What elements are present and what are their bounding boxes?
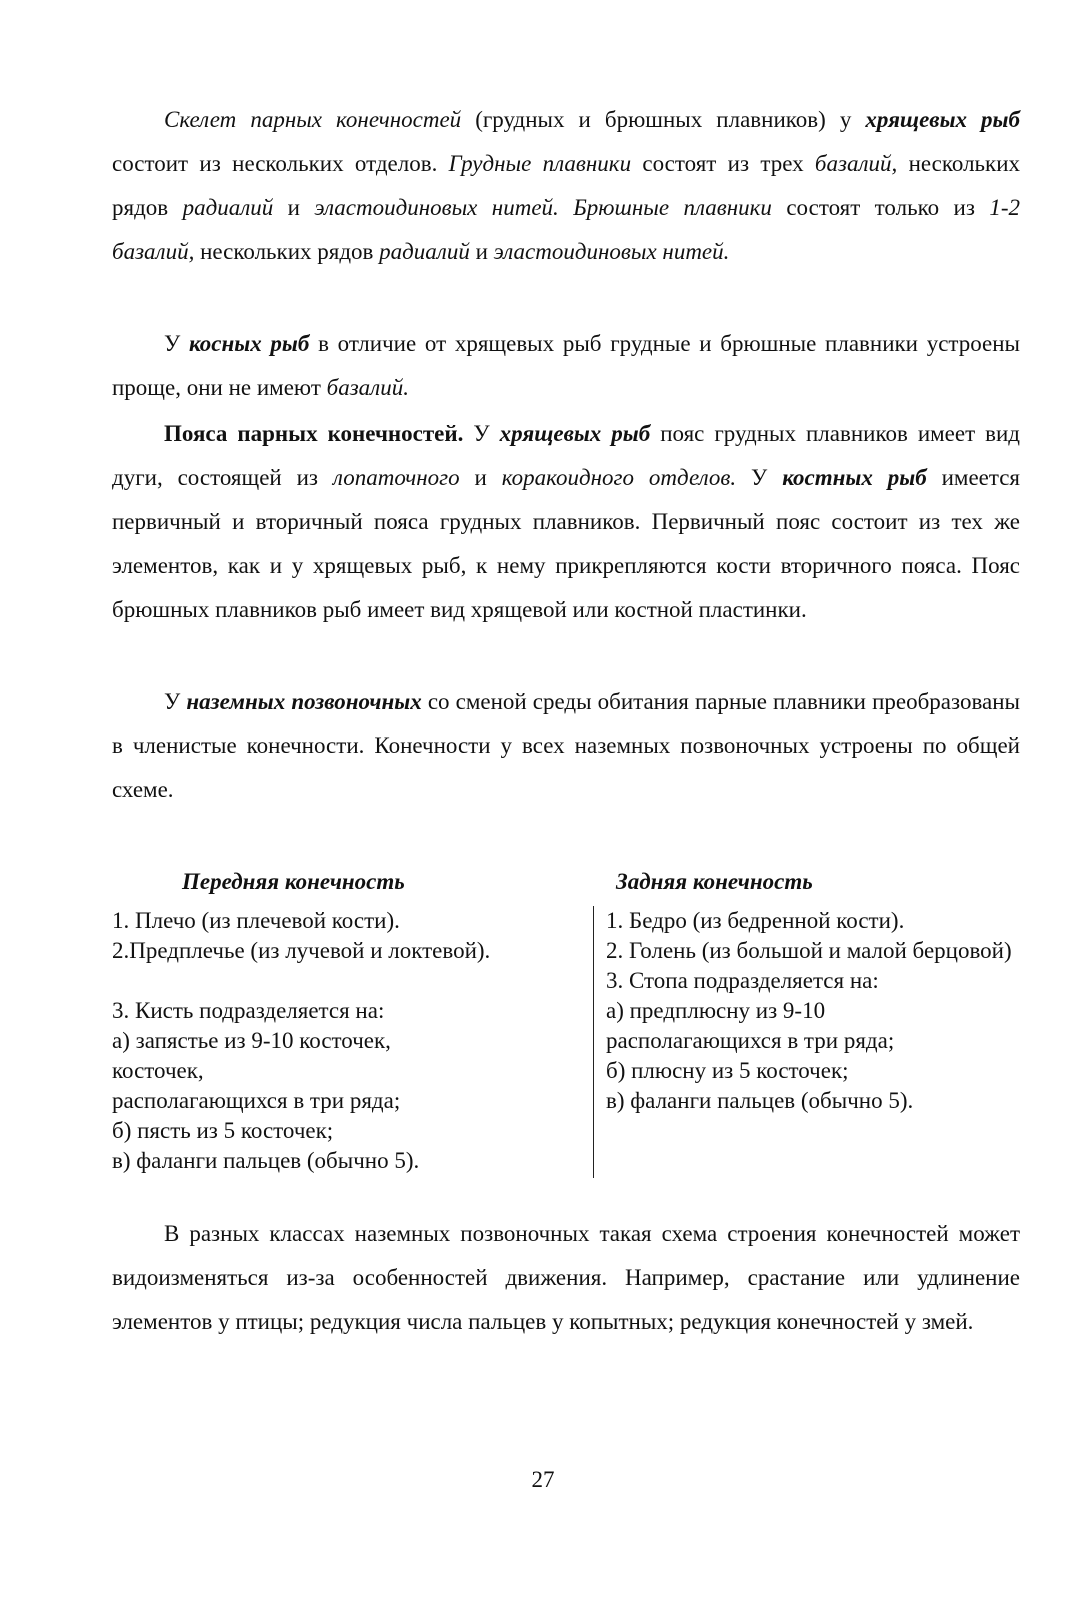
text-span: У [164,331,189,356]
list-item: располагающихся в три ряда; [606,1028,895,1053]
spacer [112,966,582,996]
text-span [559,195,573,220]
list-item: в) фаланги пальцев (обычно 5). [606,1088,914,1113]
front-limb-heading: Передняя конечность [182,869,405,894]
term-elastoidin-threads: эластоидиновых нитей. [314,195,559,220]
term-pectoral-fins: Грудные плавники [448,151,632,176]
column-divider [593,906,594,1178]
list-item: 1. Бедро (из бедренной кости). [606,908,905,933]
text-span: и [273,195,315,220]
text-span: У [463,421,500,446]
term-cartilaginous-fish: хрящевых рыб [865,107,1020,132]
term-scapular: лопаточного [332,465,460,490]
term-basalia-3: базалий. [326,375,409,400]
text-span: и [459,465,502,490]
term-terrestrial-vertebrates: наземных позвоночных [186,689,422,714]
hind-limb-column [606,906,1016,1116]
list-item: а) запястье из 9-10 косточек, [112,1028,391,1053]
list-item: а) предплюсну из 9-10 [606,998,826,1023]
text-span: имеется первичный и вторичный пояса грудных плавников. Первичный пояс состоит из тех же элементов, как и у хрящевых рыб, к нему прикрепляются кости вторичного пояса. Пояс брюшных плавников рыб имеет вид хрящевой или костной пластинки. [112,465,1020,622]
list-item: б) пясть из 5 косточек; [112,1118,334,1143]
text-span: состоят только из [771,195,990,220]
term-radialia-2: радиалий [379,239,470,264]
paragraph-limb-girdles [112,412,1020,632]
list-item: 3. Стопа подразделяется на: [606,968,879,993]
hind-limb-heading: Задняя конечность [616,869,813,894]
paragraph-terrestrial-vertebrates [112,680,1020,812]
term-paired-limbs-skeleton: Скелет парных конечностей [164,107,462,132]
term-cartilaginous-fish-2: хрящевых рыб [499,421,651,446]
paragraph-bony-fish-fins [112,322,1020,410]
front-limb-column [112,906,582,1176]
heading-limb-girdles: Пояса парных конечностей. [164,421,464,446]
list-item: б) плюсну из 5 косточек; [606,1058,849,1083]
term-1-2-basalia: 1-2 базалий, [112,195,1020,264]
list-item: в) фаланги пальцев (обычно 5). [112,1148,420,1173]
list-item: 2. Голень (из большой и малой берцовой) [606,938,1012,963]
list-item: 3. Кисть подразделяется на: [112,998,385,1023]
list-item: 1. Плечо (из плечевой кости). [112,908,400,933]
text-span: нескольких рядов [112,151,1021,220]
page-number: 27 [531,1467,555,1492]
text-span: пояс грудных плавников имеет вид дуги, состоящей из [112,421,1020,490]
text-span: нескольких рядов [194,239,380,264]
term-basalia: базалий, [814,151,898,176]
paragraph-paired-limbs-skeleton [112,98,1020,274]
list-item: косточек, [112,1058,204,1083]
text-span: (грудных и брюшных плавников) у [461,107,866,132]
term-bony-fish-2: костных рыб [782,465,927,490]
text-span: У [736,465,783,490]
term-coracoid: коракоидного отделов. [501,465,737,490]
text-span: состоит из нескольких отделов. [112,151,449,176]
paragraph-limb-modifications: В разных классах наземных позвоночных такая схема строения конечностей может видоизменяться из-за особенностей движения. Например, срастание или удлинение элементов у птицы; редукция числа пальцев у копытных; редукция конечностей у змей. [112,1221,1020,1334]
text-span: состоят из трех [631,151,815,176]
term-bony-fish: косных рыб [189,331,310,356]
text-span: и [469,239,494,264]
list-item: располагающихся в три ряда; [112,1088,401,1113]
term-elastoidin-threads-2: эластоидиновых нитей. [493,239,730,264]
text-span: в отличие от хрящевых рыб грудные и брюшные плавники устроены проще, они не имеют [112,331,1020,400]
list-item: 2.Предплечье (из лучевой и локтевой). [112,938,491,963]
text-span: со сменой среды обитания парные плавники преобразованы в членистые конечности. Конечности у всех наземных позвоночных устроены по общей схеме. [112,689,1020,802]
term-radialia: радиалий [182,195,274,220]
text-span: У [164,689,187,714]
term-pelvic-fins: Брюшные плавники [573,195,772,220]
